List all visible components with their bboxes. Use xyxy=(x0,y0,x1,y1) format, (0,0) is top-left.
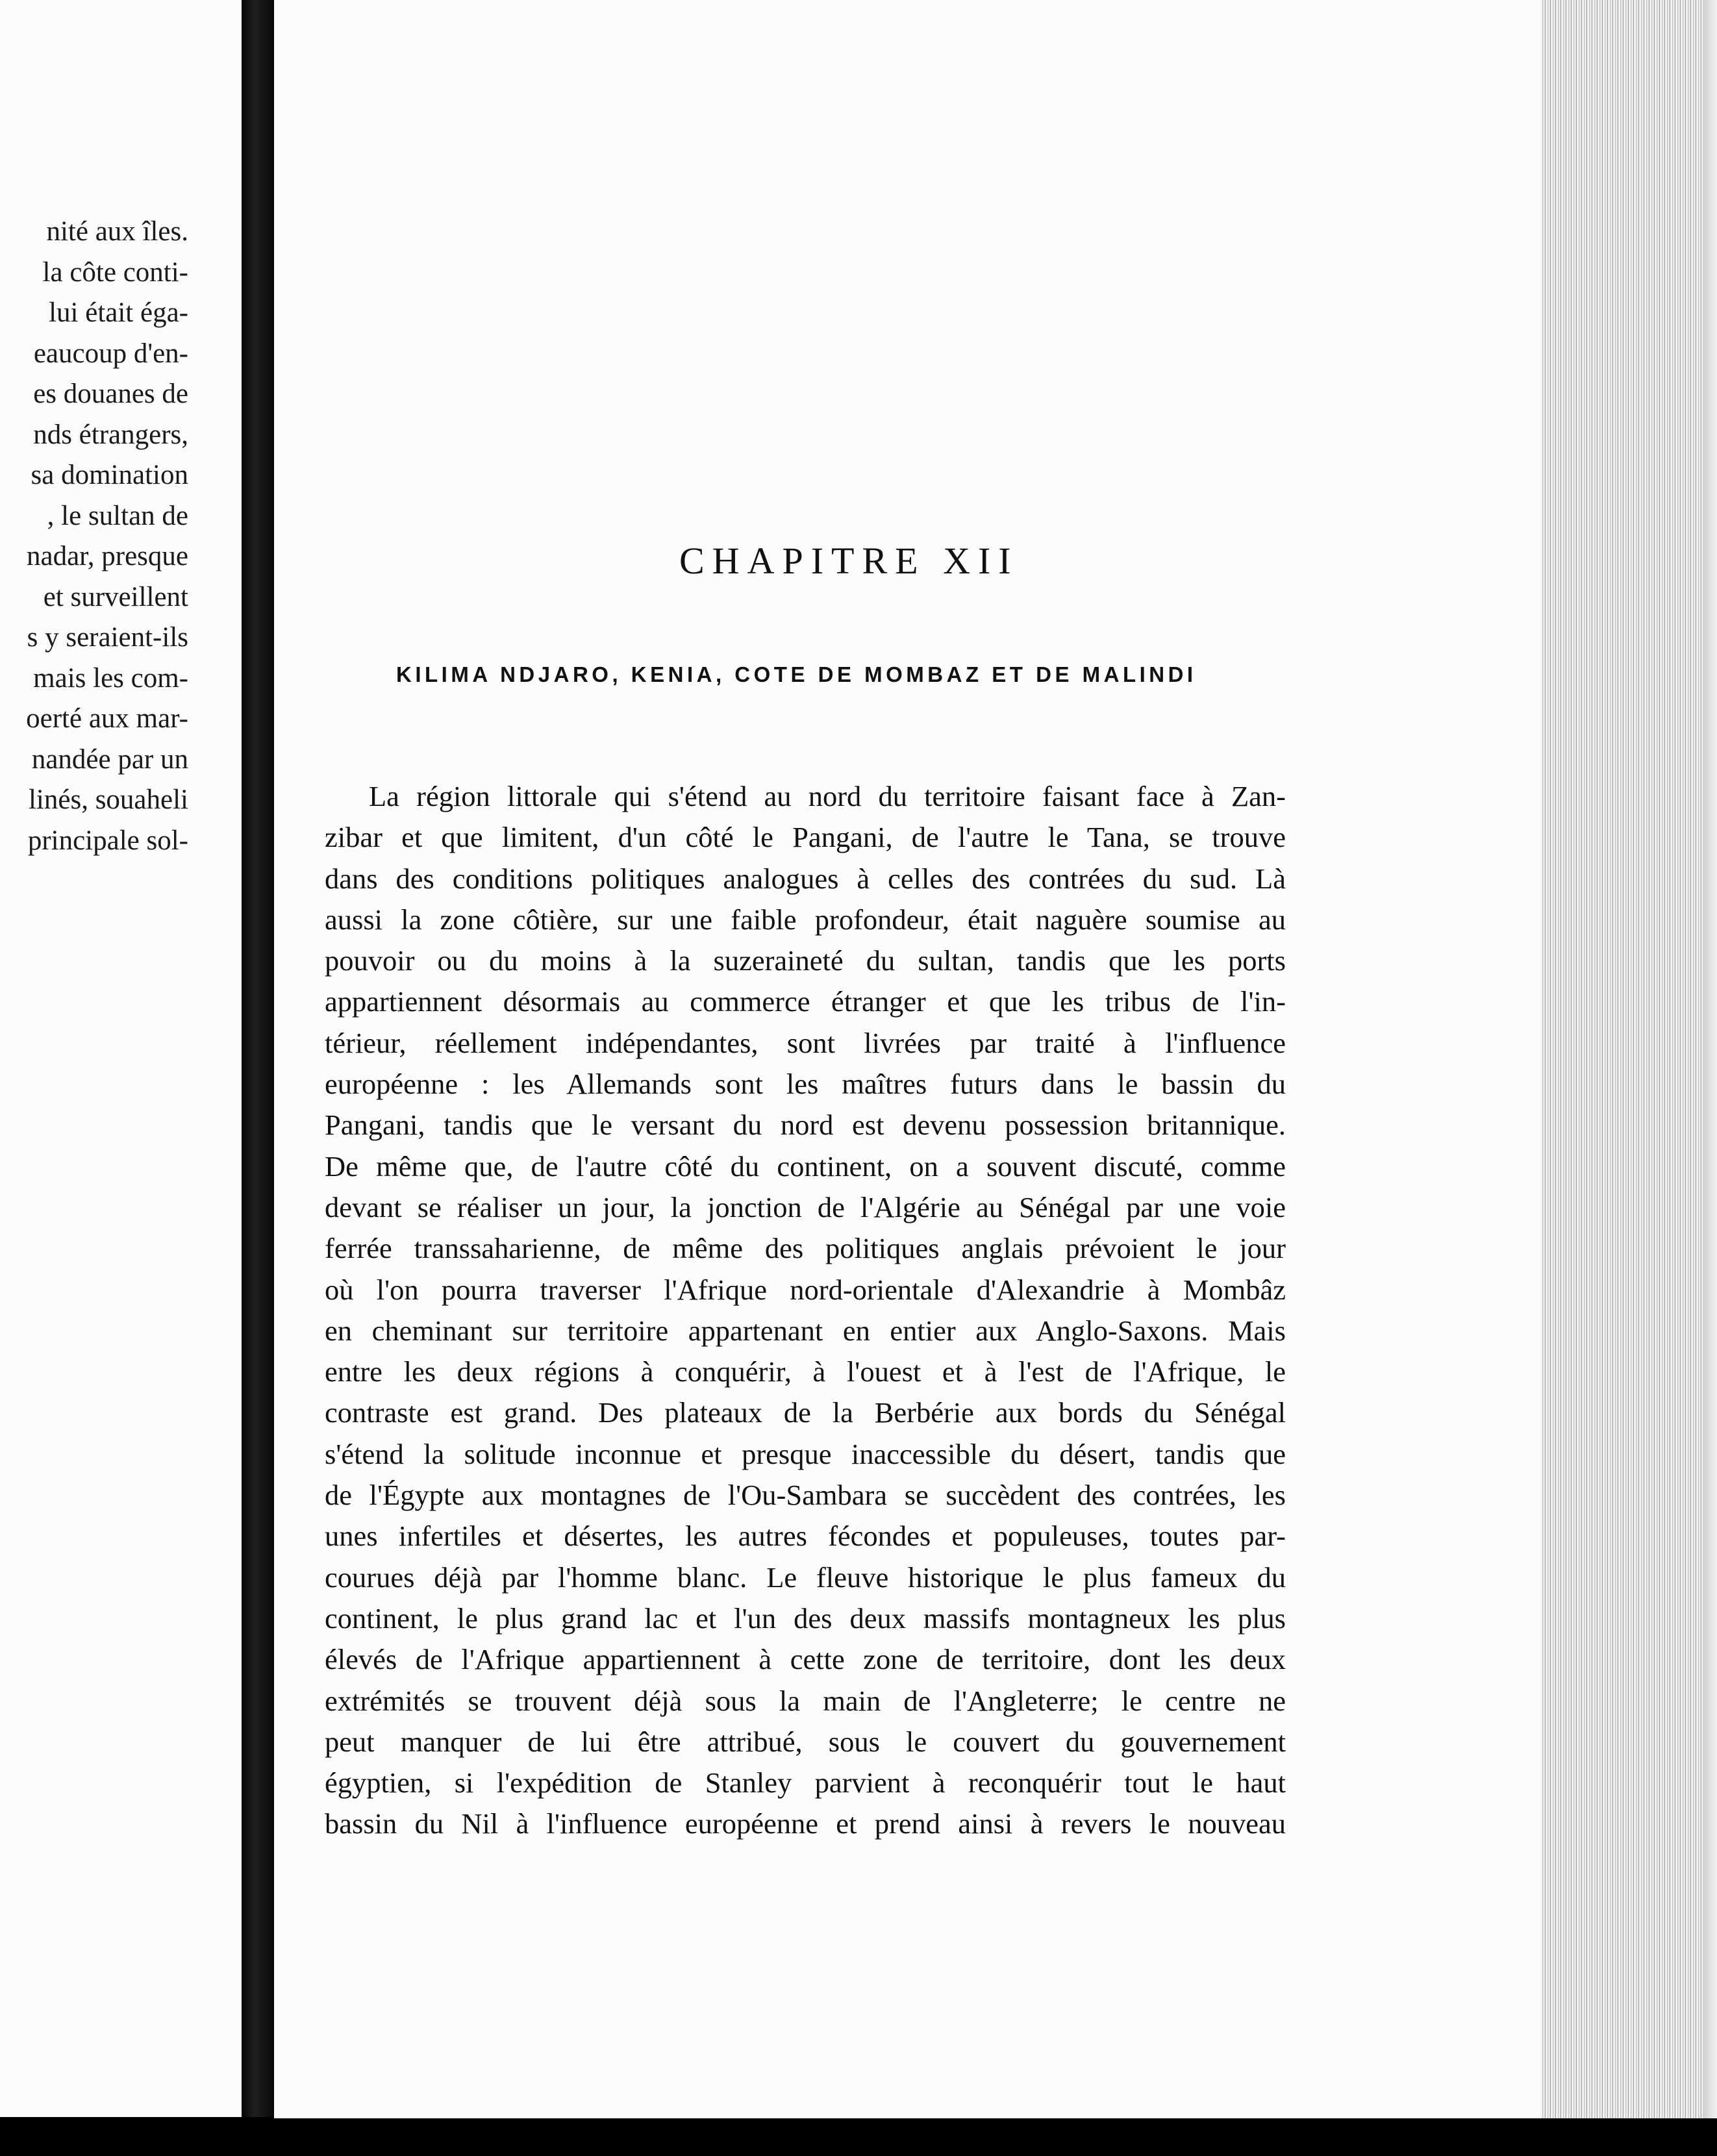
text-line: nité aux îles. xyxy=(46,216,188,247)
text-line: De même que, de l'autre côté du continent, on a souvent discuté, comme xyxy=(325,1149,1286,1183)
text-line: peut manquer de lui être attribué, sous le couvert du gouvernement xyxy=(325,1725,1286,1758)
page-edges xyxy=(1540,0,1717,2118)
text-line: linés, souaheli xyxy=(28,784,188,815)
text-line: , le sultan de xyxy=(47,500,188,531)
text-line: pouvoir ou du moins à la suzeraineté du sultan, tandis que les ports xyxy=(325,944,1286,977)
text-line: devant se réaliser un jour, la jonction de l'Algérie au Sénégal par une voie xyxy=(325,1190,1286,1223)
text-line: la côte conti- xyxy=(42,257,188,288)
text-line: lui était éga- xyxy=(49,297,188,328)
left-page-text xyxy=(0,212,188,861)
text-line: de l'Égypte aux montagnes de l'Ou-Sambara se succèdent des contrées, les xyxy=(325,1479,1286,1512)
left-page xyxy=(0,0,242,2117)
text-line: appartiennent désormais au commerce étranger et que les tribus de l'in- xyxy=(325,985,1286,1018)
text-line: s'étend la solitude inconnue et presque inaccessible du désert, tandis que xyxy=(325,1437,1286,1470)
text-line: extrémités se trouvent déjà sous la main de l'Angleterre; le centre ne xyxy=(325,1684,1286,1717)
text-line: unes infertiles et désertes, les autres fécondes et populeuses, toutes par- xyxy=(325,1520,1286,1553)
book-gutter xyxy=(242,0,274,2117)
text-line: zibar et que limitent, d'un côté le Pangani, de l'autre le Tana, se trouve xyxy=(325,821,1286,854)
text-line: continent, le plus grand lac et l'un des deux massifs montagneux les plus xyxy=(325,1601,1286,1635)
text-line: entre les deux régions à conquérir, à l'ouest et à l'est de l'Afrique, le xyxy=(325,1355,1286,1388)
text-line: La région littorale qui s'étend au nord du territoire faisant face à Zan- xyxy=(369,780,1286,812)
text-line: oerté aux mar- xyxy=(26,703,188,734)
text-line: égyptien, si l'expédition de Stanley parvient à reconquérir tout le haut xyxy=(325,1766,1286,1799)
text-line: principale sol- xyxy=(27,825,188,856)
text-line: aussi la zone côtière, sur une faible profondeur, était naguère soumise au xyxy=(325,903,1286,936)
text-line: eaucoup d'en- xyxy=(33,338,188,369)
text-line: s y seraient-ils xyxy=(27,622,188,653)
text-line: nadar, presque xyxy=(27,541,188,571)
text-line: et surveillent xyxy=(43,581,188,612)
body-paragraph xyxy=(325,776,1286,1845)
text-line: bassin du Nil à l'influence européenne et prend ainsi à revers le nouveau xyxy=(325,1807,1286,1840)
chapter-title: CHAPITRE XII xyxy=(679,540,1019,582)
text-line: Pangani, tandis que le versant du nord est devenu possession britannique. xyxy=(325,1109,1286,1142)
text-line: ferrée transsaharienne, de même des politiques anglais prévoient le jour xyxy=(325,1232,1286,1265)
text-line: nandée par un xyxy=(31,744,188,775)
text-line: élevés de l'Afrique appartiennent à cette zone de territoire, dont les deux xyxy=(325,1643,1286,1676)
text-line: térieur, réellement indépendantes, sont livrées par traité à l'influence xyxy=(325,1026,1286,1059)
text-line: mais les com- xyxy=(33,662,188,694)
text-line: courues déjà par l'homme blanc. Le fleuve historique le plus fameux du xyxy=(325,1561,1286,1594)
text-line: dans des conditions politiques analogues à celles des contrées du sud. Là xyxy=(325,862,1286,895)
scan-border xyxy=(0,2118,1717,2156)
text-line: où l'on pourra traverser l'Afrique nord-orientale d'Alexandrie à Mombâz xyxy=(325,1273,1286,1306)
text-line: en cheminant sur territoire appartenant en entier aux Anglo-Saxons. Mais xyxy=(325,1314,1286,1347)
text-line: es douanes de xyxy=(33,379,188,409)
chapter-subtitle: KILIMA NDJARO, KENIA, COTE DE MOMBAZ ET DE MALINDI xyxy=(396,662,1197,686)
text-line: sa domination xyxy=(31,460,188,490)
text-line: européenne : les Allemands sont les maîtres futurs dans le bassin du xyxy=(325,1068,1286,1101)
text-line: nds étrangers, xyxy=(33,419,188,450)
text-line: contraste est grand. Des plateaux de la Berbérie aux bords du Sénégal xyxy=(325,1396,1286,1429)
